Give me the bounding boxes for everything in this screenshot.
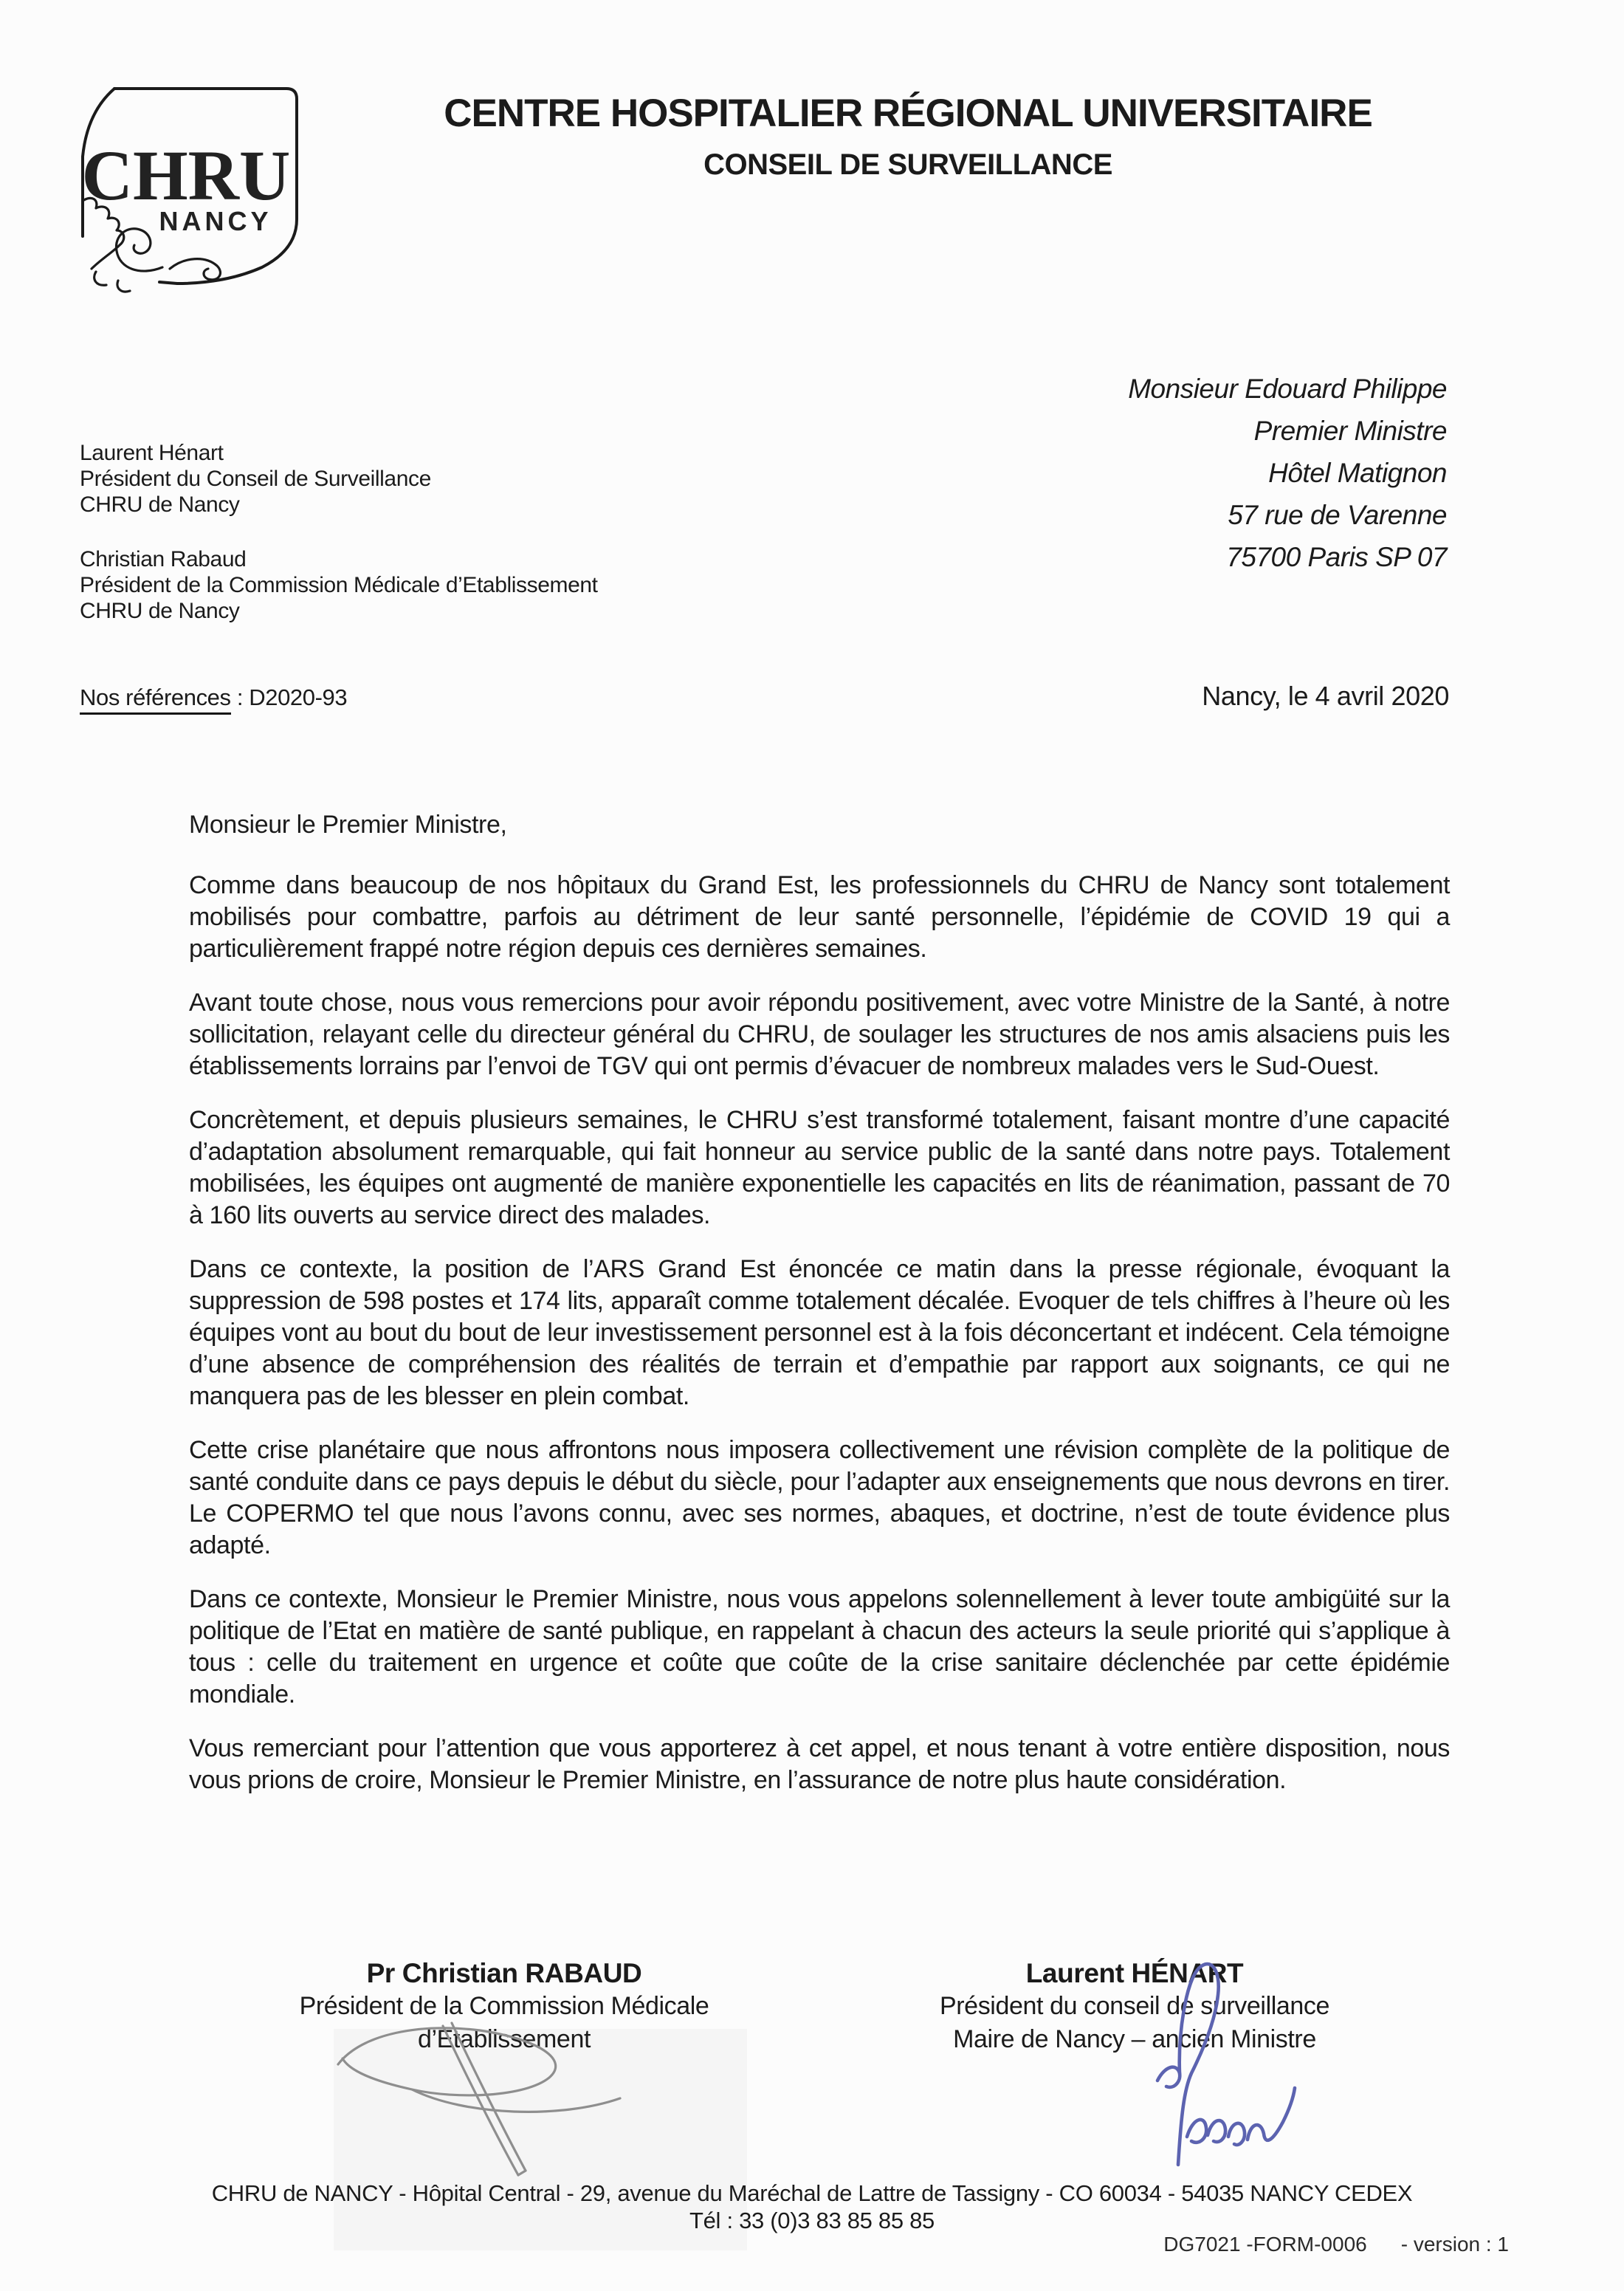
footer-address: CHRU de NANCY - Hôpital Central - 29, avenue du Maréchal de Lattre de Tassigny - CO 60034 - 54035 NANCY CEDEX bbox=[211, 2180, 1413, 2206]
letterhead bbox=[332, 92, 1484, 182]
sender-role: Président du Conseil de Surveillance bbox=[80, 467, 431, 491]
signatory-role: Président du conseil de surveillance bbox=[939, 1992, 1330, 2020]
recipient-line: Monsieur Edouard Philippe bbox=[1128, 374, 1447, 404]
chru-nancy-logo bbox=[74, 83, 306, 297]
footer bbox=[0, 2180, 1624, 2234]
signatory-right bbox=[819, 1957, 1450, 2056]
recipient-line: 57 rue de Varenne bbox=[1228, 500, 1447, 530]
paragraph: Avant toute chose, nous vous remercions pour avoir répondu positivement, avec votre Ministre de la Santé, à notre sollicitation, relayant celle du directeur général du CHRU, de soulager les structures de nos amis alsaciens puis les établissements lorrains par l’envoi de TGV qui ont permis d’évacuer de nombreux malades vers le Sud-Ouest. bbox=[189, 989, 1450, 1080]
signatory-role: Président de la Commission Médicale bbox=[299, 1992, 709, 2020]
signatory-name: Pr Christian RABAUD bbox=[366, 1958, 642, 1988]
sender-org: CHRU de Nancy bbox=[80, 599, 240, 623]
form-reference bbox=[1163, 2233, 1509, 2256]
recipient-line: Premier Ministre bbox=[1253, 416, 1447, 446]
form-ref-code: DG7021 -FORM-0006 bbox=[1163, 2233, 1367, 2256]
paragraph: Cette crise planétaire que nous affrontons nous imposera collectivement une révision complète de la politique de santé conduite dans ce pays depuis le début du siècle, pour l’adapter aux enseignements que nous devrons en tirer. Le COPERMO tel que nous l’avons connu, avec ses normes, abaques, et doctrine, n’est de toute évidence plus adapté. bbox=[189, 1436, 1450, 1559]
form-ref-version: - version : 1 bbox=[1400, 2233, 1509, 2256]
paragraph: Comme dans beaucoup de nos hôpitaux du Grand Est, les professionnels du CHRU de Nancy sont totalement mobilisés pour combattre, parfois au détriment de leur santé personnelle, l’épidémie de COVID 19 qui a particulièrement frappé notre région depuis ces dernières semaines. bbox=[189, 871, 1450, 963]
signatory-role: Maire de Nancy – ancien Ministre bbox=[953, 2025, 1316, 2053]
reference-number: D2020-93 bbox=[249, 684, 348, 710]
paragraph: Dans ce contexte, la position de l’ARS Grand Est énoncée ce matin dans la presse régionale, évoquant la suppression de 598 postes et 174 lits, apparaît comme totalement décalée. Evoquer de tels chiffres à l’heure où les équipes vont au bout du bout de leur investissement personnel est à la fois déconcertant et indécent. Cela témoigne d’une absence de compréhension des réalités de terrain et d’empathie par rapport aux soignants, ce qui ne manquera pas de les blesser en plein combat. bbox=[189, 1255, 1450, 1410]
reference bbox=[80, 684, 347, 711]
spacer bbox=[80, 518, 598, 546]
dateline: Nancy, le 4 avril 2020 bbox=[1202, 681, 1449, 711]
signatory-name: Laurent HÉNART bbox=[1025, 1958, 1244, 1988]
signature-rabaud bbox=[325, 2022, 642, 2188]
reference-label: Nos références bbox=[80, 684, 231, 715]
recipient-line: Hôtel Matignon bbox=[1268, 458, 1447, 488]
logo-text-secondary: NANCY bbox=[159, 206, 272, 236]
paragraph: Dans ce contexte, Monsieur le Premier Ministre, nous vous appelons solennellement à lever toute ambigüité sur la politique de l’Etat en matière de santé publique, en rappelant à chacun des acteurs la seule priorité qui s’applique à tous : celle du traitement en urgence et coûte que coûte de la crise sanitaire déclenchée par cette épidémie mondiale. bbox=[189, 1585, 1450, 1708]
sender-blocks bbox=[80, 440, 598, 624]
salutation: Monsieur le Premier Ministre, bbox=[189, 811, 507, 839]
reference-separator: : bbox=[230, 684, 250, 710]
signatory-role: d’Etablissement bbox=[417, 2025, 591, 2053]
org-title: CENTRE HOSPITALIER RÉGIONAL UNIVERSITAIRE bbox=[444, 92, 1372, 135]
reference-line bbox=[80, 681, 1449, 712]
sender-org: CHRU de Nancy bbox=[80, 492, 240, 517]
footer-phone: Tél : 33 (0)3 83 85 85 85 bbox=[689, 2208, 935, 2233]
recipient-line: 75700 Paris SP 07 bbox=[1226, 542, 1447, 572]
paragraph: Concrètement, et depuis plusieurs semaines, le CHRU s’est transformé totalement, faisant montre d’une capacité d’adaptation absolument remarquable, qui fait honneur au service public de la santé dans notre pays. Totalement mobilisées, les équipes ont augmenté de manière exponentielle les capacités en lits de réanimation, passant de 70 à 160 lits ouverts au service direct des malades. bbox=[189, 1106, 1450, 1229]
paragraph: Vous remerciant pour l’attention que vous apporterez à cet appel, et nous tenant à votre entière disposition, nous vous prions de croire, Monsieur le Premier Ministre, en l’assurance de notre plus haute considération. bbox=[189, 1734, 1450, 1794]
recipient-address bbox=[1128, 368, 1447, 578]
signature-henart bbox=[1149, 1946, 1322, 2197]
logo-text-primary: CHRU bbox=[81, 136, 291, 215]
letter-body bbox=[189, 809, 1450, 1818]
org-subtitle: CONSEIL DE SURVEILLANCE bbox=[703, 148, 1112, 181]
sender-name: Christian Rabaud bbox=[80, 547, 247, 571]
sender-name: Laurent Hénart bbox=[80, 441, 224, 465]
sender-role: Président de la Commission Médicale d’Etablissement bbox=[80, 573, 598, 597]
